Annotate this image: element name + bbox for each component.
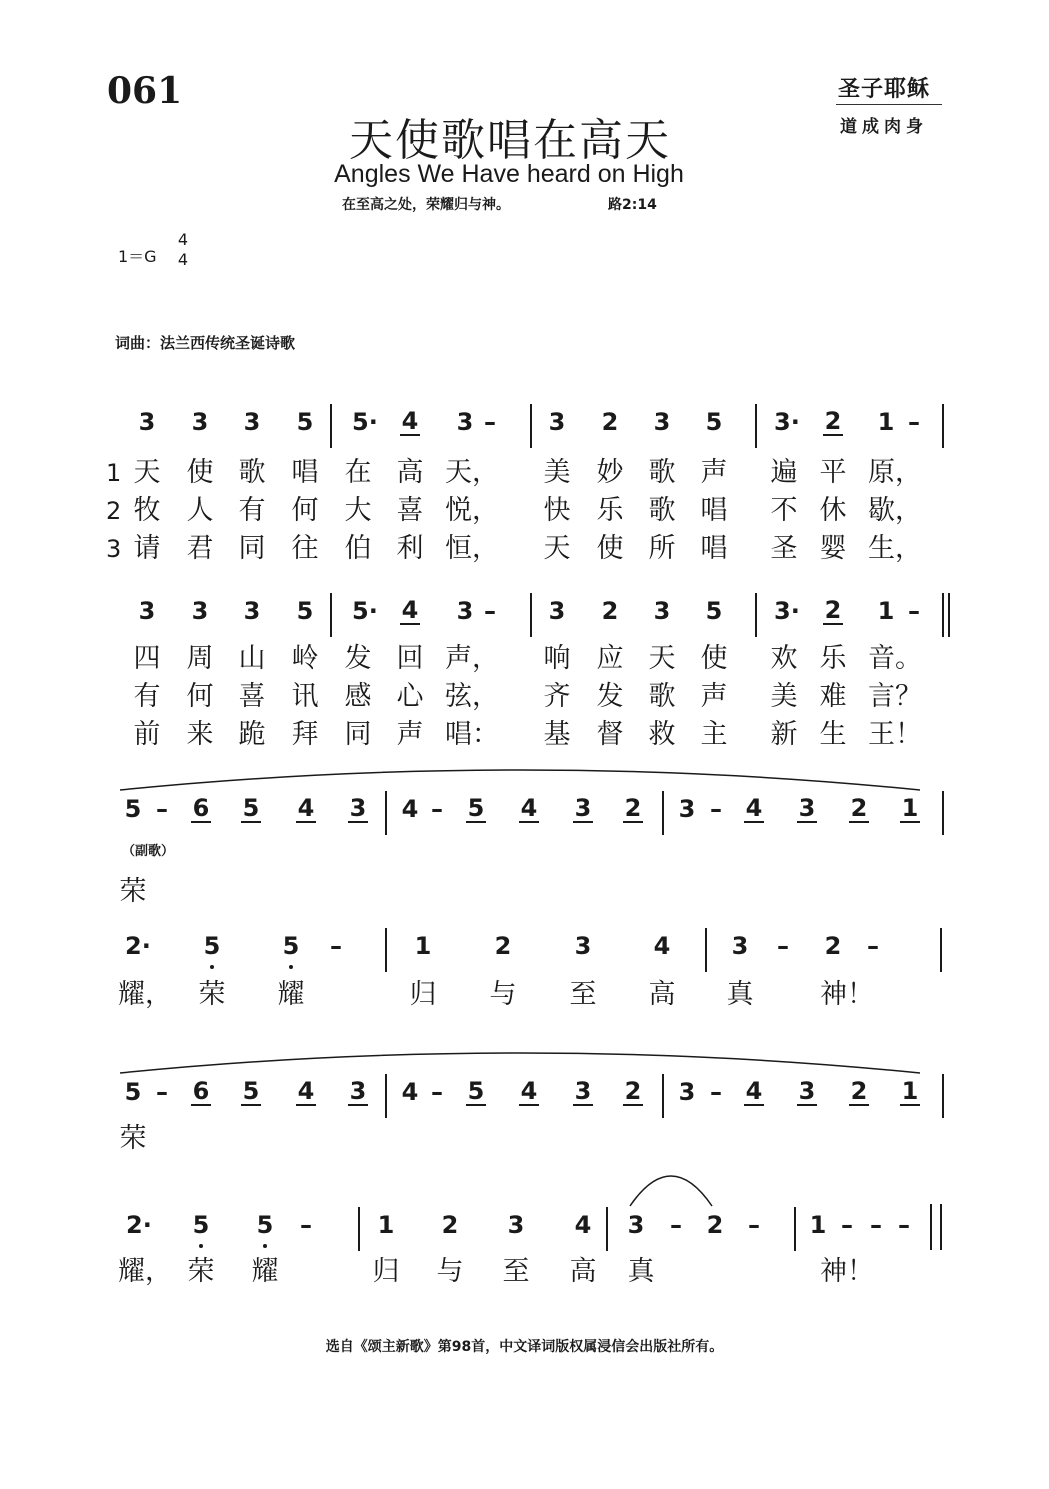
lyric-char: 耀	[251, 1256, 279, 1287]
note: 4	[297, 794, 315, 822]
note: 3	[574, 932, 592, 960]
lyric-char: 快	[543, 495, 571, 526]
lyric-char: 耀，	[118, 979, 172, 1010]
title-chinese: 天使歌唱在高天	[349, 115, 671, 166]
lyric-char: 使	[596, 533, 624, 564]
lyric-char: 荣	[119, 876, 147, 907]
note: 3	[678, 1078, 696, 1106]
note: 3	[548, 597, 566, 625]
lyric-char: 唱	[700, 533, 728, 564]
note: 3	[678, 795, 696, 823]
lyric-char: 恒，	[445, 533, 499, 564]
note: 5	[203, 932, 221, 960]
lyric-char: 原，	[868, 457, 922, 488]
note: 2	[624, 1077, 642, 1105]
lyric-char: 使	[700, 643, 728, 674]
note: 4	[745, 1077, 763, 1105]
category-sub: 道成肉身	[840, 117, 928, 137]
note: 2	[624, 794, 642, 822]
lyric-char: 耀	[277, 979, 305, 1010]
copyright-footer: 选自《颂主新歌》第98首，中文译词版权属浸信会出版社所有。	[325, 1339, 724, 1355]
lyric-char: 真	[627, 1256, 655, 1287]
note: 3	[243, 408, 261, 436]
lyric-char: 前	[133, 719, 161, 750]
lyric-char: 声	[396, 719, 424, 750]
note: 3	[138, 408, 156, 436]
lyric-char: 荣	[119, 1123, 147, 1154]
note: 2	[850, 794, 868, 822]
note: 3	[574, 794, 592, 822]
note: –	[156, 1078, 168, 1106]
note: 2	[601, 597, 619, 625]
note: –	[670, 1211, 682, 1239]
note: 5	[242, 1077, 260, 1105]
note: 3	[191, 597, 209, 625]
note: 1	[901, 794, 919, 822]
note: 1	[377, 1211, 395, 1239]
note: 5	[705, 597, 723, 625]
note: 3	[798, 794, 816, 822]
note: 2	[824, 932, 842, 960]
note: 4	[520, 794, 538, 822]
note: 1	[809, 1211, 827, 1239]
lyric-char: 来	[186, 719, 214, 750]
lyric-char: 王！	[868, 719, 922, 750]
note: 1	[877, 408, 895, 436]
lyric-char: 基	[543, 719, 571, 750]
lyric-char: 天，	[445, 457, 499, 488]
note: 4	[653, 932, 671, 960]
note: 1	[877, 597, 895, 625]
lyric-char: 耀，	[118, 1256, 172, 1287]
note: 4	[297, 1077, 315, 1105]
lyric-char: 乐	[596, 495, 624, 526]
lyric-char: 神！	[820, 1256, 874, 1287]
lyric-char: 有	[238, 495, 266, 526]
verse-number: 3	[106, 535, 122, 563]
note: –	[870, 1211, 882, 1239]
lyric-char: 新	[770, 719, 798, 750]
lyric-char: 至	[569, 979, 597, 1010]
lyric-char: 美	[543, 457, 571, 488]
note: –	[710, 795, 722, 823]
lyric-char: 齐	[543, 681, 571, 712]
lyric-char: 遍	[770, 457, 798, 488]
lyric-char: 歌	[648, 681, 676, 712]
note: –	[300, 1211, 312, 1239]
lyric-char: 唱	[291, 457, 319, 488]
note: 5	[467, 794, 485, 822]
lyric-char: 感	[344, 681, 372, 712]
note: 5·	[352, 408, 378, 436]
lyric-char: 在	[344, 457, 372, 488]
note: 5	[467, 1077, 485, 1105]
lyric-char: 休	[819, 495, 847, 526]
note: 3	[798, 1077, 816, 1105]
note: 3	[653, 597, 671, 625]
note: 2	[494, 932, 512, 960]
note: 5	[124, 795, 142, 823]
lyric-char: 心	[396, 681, 424, 712]
note: 4	[401, 1078, 419, 1106]
note: 2	[850, 1077, 868, 1105]
lyric-char: 回	[396, 643, 424, 674]
note: 5	[296, 597, 314, 625]
lyric-char: 牧	[133, 495, 161, 526]
category-main: 圣子耶稣	[838, 76, 931, 102]
lyric-char: 归	[372, 1256, 400, 1287]
note: 4	[401, 596, 419, 624]
lyric-char: 歌	[648, 457, 676, 488]
lyric-char: 声	[700, 681, 728, 712]
lyric-char: 生	[819, 719, 847, 750]
key-signature: 1＝G	[118, 247, 157, 266]
lyric-char: 难	[819, 681, 847, 712]
note: –	[431, 1078, 443, 1106]
lyric-char: 伯	[344, 533, 372, 564]
lyric-char: 与	[436, 1256, 464, 1287]
note: 3	[349, 1077, 367, 1105]
note: 4	[401, 795, 419, 823]
verse-number: 1	[106, 459, 122, 487]
lyric-char: 君	[186, 533, 214, 564]
note: 4	[520, 1077, 538, 1105]
note: –	[777, 932, 789, 960]
lyric-char: 四	[133, 643, 161, 674]
lyric-char: 高	[396, 457, 424, 488]
note: 3·	[774, 597, 800, 625]
note: 6	[192, 1077, 210, 1105]
lyric-char: 至	[502, 1256, 530, 1287]
lyric-char: 欢	[770, 643, 798, 674]
note: –	[908, 597, 920, 625]
note: 3	[138, 597, 156, 625]
note: 4	[745, 794, 763, 822]
lyric-char: 不	[770, 495, 798, 526]
note: 2	[706, 1211, 724, 1239]
note: 3	[456, 597, 474, 625]
note: 5	[296, 408, 314, 436]
lyric-char: 美	[770, 681, 798, 712]
lyric-char: 歌	[238, 457, 266, 488]
lyric-char: 利	[396, 533, 424, 564]
lyric-char: 生，	[868, 533, 922, 564]
lyric-char: 有	[133, 681, 161, 712]
note: 4	[401, 407, 419, 435]
slur-arc	[120, 1053, 920, 1073]
lyric-char: 歇，	[868, 495, 922, 526]
hymn-number: 061	[107, 70, 183, 112]
lyric-char: 山	[238, 643, 266, 674]
lyric-char: 唱：	[445, 719, 499, 750]
lyric-char: 平	[819, 457, 847, 488]
lyric-char: 妙	[596, 457, 624, 488]
lyric-char: 人	[186, 495, 214, 526]
lyric-char: 讯	[291, 681, 319, 712]
lyric-char: 声	[700, 457, 728, 488]
lyric-char: 大	[344, 495, 372, 526]
note: 6	[192, 794, 210, 822]
lyric-char: 何	[291, 495, 319, 526]
note: 3	[456, 408, 474, 436]
composer-credit: 词曲：法兰西传统圣诞诗歌	[115, 334, 296, 352]
note: 2	[601, 408, 619, 436]
note: 1	[901, 1077, 919, 1105]
title-english: Angles We Have heard on High	[334, 160, 684, 188]
note: –	[431, 795, 443, 823]
note: 3·	[774, 408, 800, 436]
note: 3	[507, 1211, 525, 1239]
note: –	[484, 597, 496, 625]
lyric-char: 歌	[648, 495, 676, 526]
lyric-char: 同	[238, 533, 266, 564]
lyric-char: 跪	[238, 719, 266, 750]
scripture-quote: 在至高之处，荣耀归与神。	[342, 197, 510, 213]
note: 5	[256, 1211, 274, 1239]
lyric-char: 周	[186, 643, 214, 674]
note: 5	[124, 1078, 142, 1106]
lyric-char: 天	[543, 533, 571, 564]
lyric-char: 悦，	[445, 495, 499, 526]
note: –	[330, 932, 342, 960]
lyric-char: 请	[133, 533, 161, 564]
note: 4	[574, 1211, 592, 1239]
note: 5	[242, 794, 260, 822]
scripture-reference: 路2:14	[608, 197, 657, 213]
lyric-char: 所	[648, 533, 676, 564]
refrain-label: （副歌）	[122, 844, 175, 859]
note: 3	[653, 408, 671, 436]
note: 5	[705, 408, 723, 436]
slur-arc	[630, 1176, 712, 1206]
verse-number: 2	[106, 497, 122, 525]
note: 3	[731, 932, 749, 960]
note: 2·	[125, 932, 151, 960]
lyric-char: 神！	[820, 979, 874, 1010]
lyric-char: 天	[133, 457, 161, 488]
note: –	[748, 1211, 760, 1239]
note: 3	[574, 1077, 592, 1105]
lyric-char: 音。	[868, 643, 922, 674]
note: 5	[192, 1211, 210, 1239]
lyric-char: 高	[648, 979, 676, 1010]
lyric-char: 救	[648, 719, 676, 750]
note: 3	[191, 408, 209, 436]
lyric-char: 发	[596, 681, 624, 712]
lyric-char: 真	[726, 979, 754, 1010]
note: –	[867, 932, 879, 960]
lyric-char: 拜	[291, 719, 319, 750]
lyric-char: 唱	[700, 495, 728, 526]
time-numerator: 4	[177, 230, 189, 249]
note: 3	[548, 408, 566, 436]
lyric-char: 同	[344, 719, 372, 750]
lyric-char: 喜	[238, 681, 266, 712]
note: –	[841, 1211, 853, 1239]
note: 2·	[126, 1211, 152, 1239]
lyric-char: 婴	[819, 533, 847, 564]
lyric-char: 乐	[819, 643, 847, 674]
note: –	[710, 1078, 722, 1106]
lyric-char: 督	[596, 719, 624, 750]
slur-arc	[120, 770, 920, 790]
note: 2	[824, 407, 842, 435]
note: 3	[349, 794, 367, 822]
note: 5	[282, 932, 300, 960]
lyric-char: 声，	[445, 643, 499, 674]
lyric-char: 与	[489, 979, 517, 1010]
lyric-char: 荣	[187, 1256, 215, 1287]
lyric-char: 高	[569, 1256, 597, 1287]
note: 2	[441, 1211, 459, 1239]
lyric-char: 荣	[198, 979, 226, 1010]
lyric-char: 岭	[291, 643, 319, 674]
note: 3	[243, 597, 261, 625]
note: 5·	[352, 597, 378, 625]
lyric-char: 天	[648, 643, 676, 674]
note: –	[484, 408, 496, 436]
lyric-char: 圣	[770, 533, 798, 564]
lyric-char: 弦，	[445, 681, 499, 712]
lyric-char: 应	[596, 643, 624, 674]
lyric-char: 归	[409, 979, 437, 1010]
lyric-char: 使	[186, 457, 214, 488]
lyric-char: 发	[344, 643, 372, 674]
lyric-char: 喜	[396, 495, 424, 526]
lyric-char: 言？	[868, 681, 922, 712]
lyric-char: 何	[186, 681, 214, 712]
note: –	[908, 408, 920, 436]
note: –	[898, 1211, 910, 1239]
note: 2	[824, 596, 842, 624]
time-denominator: 4	[177, 250, 189, 269]
lyric-char: 往	[291, 533, 319, 564]
lyric-char: 响	[543, 643, 571, 674]
lyric-char: 主	[700, 719, 728, 750]
note: 1	[414, 932, 432, 960]
note: 3	[627, 1211, 645, 1239]
note: –	[156, 795, 168, 823]
